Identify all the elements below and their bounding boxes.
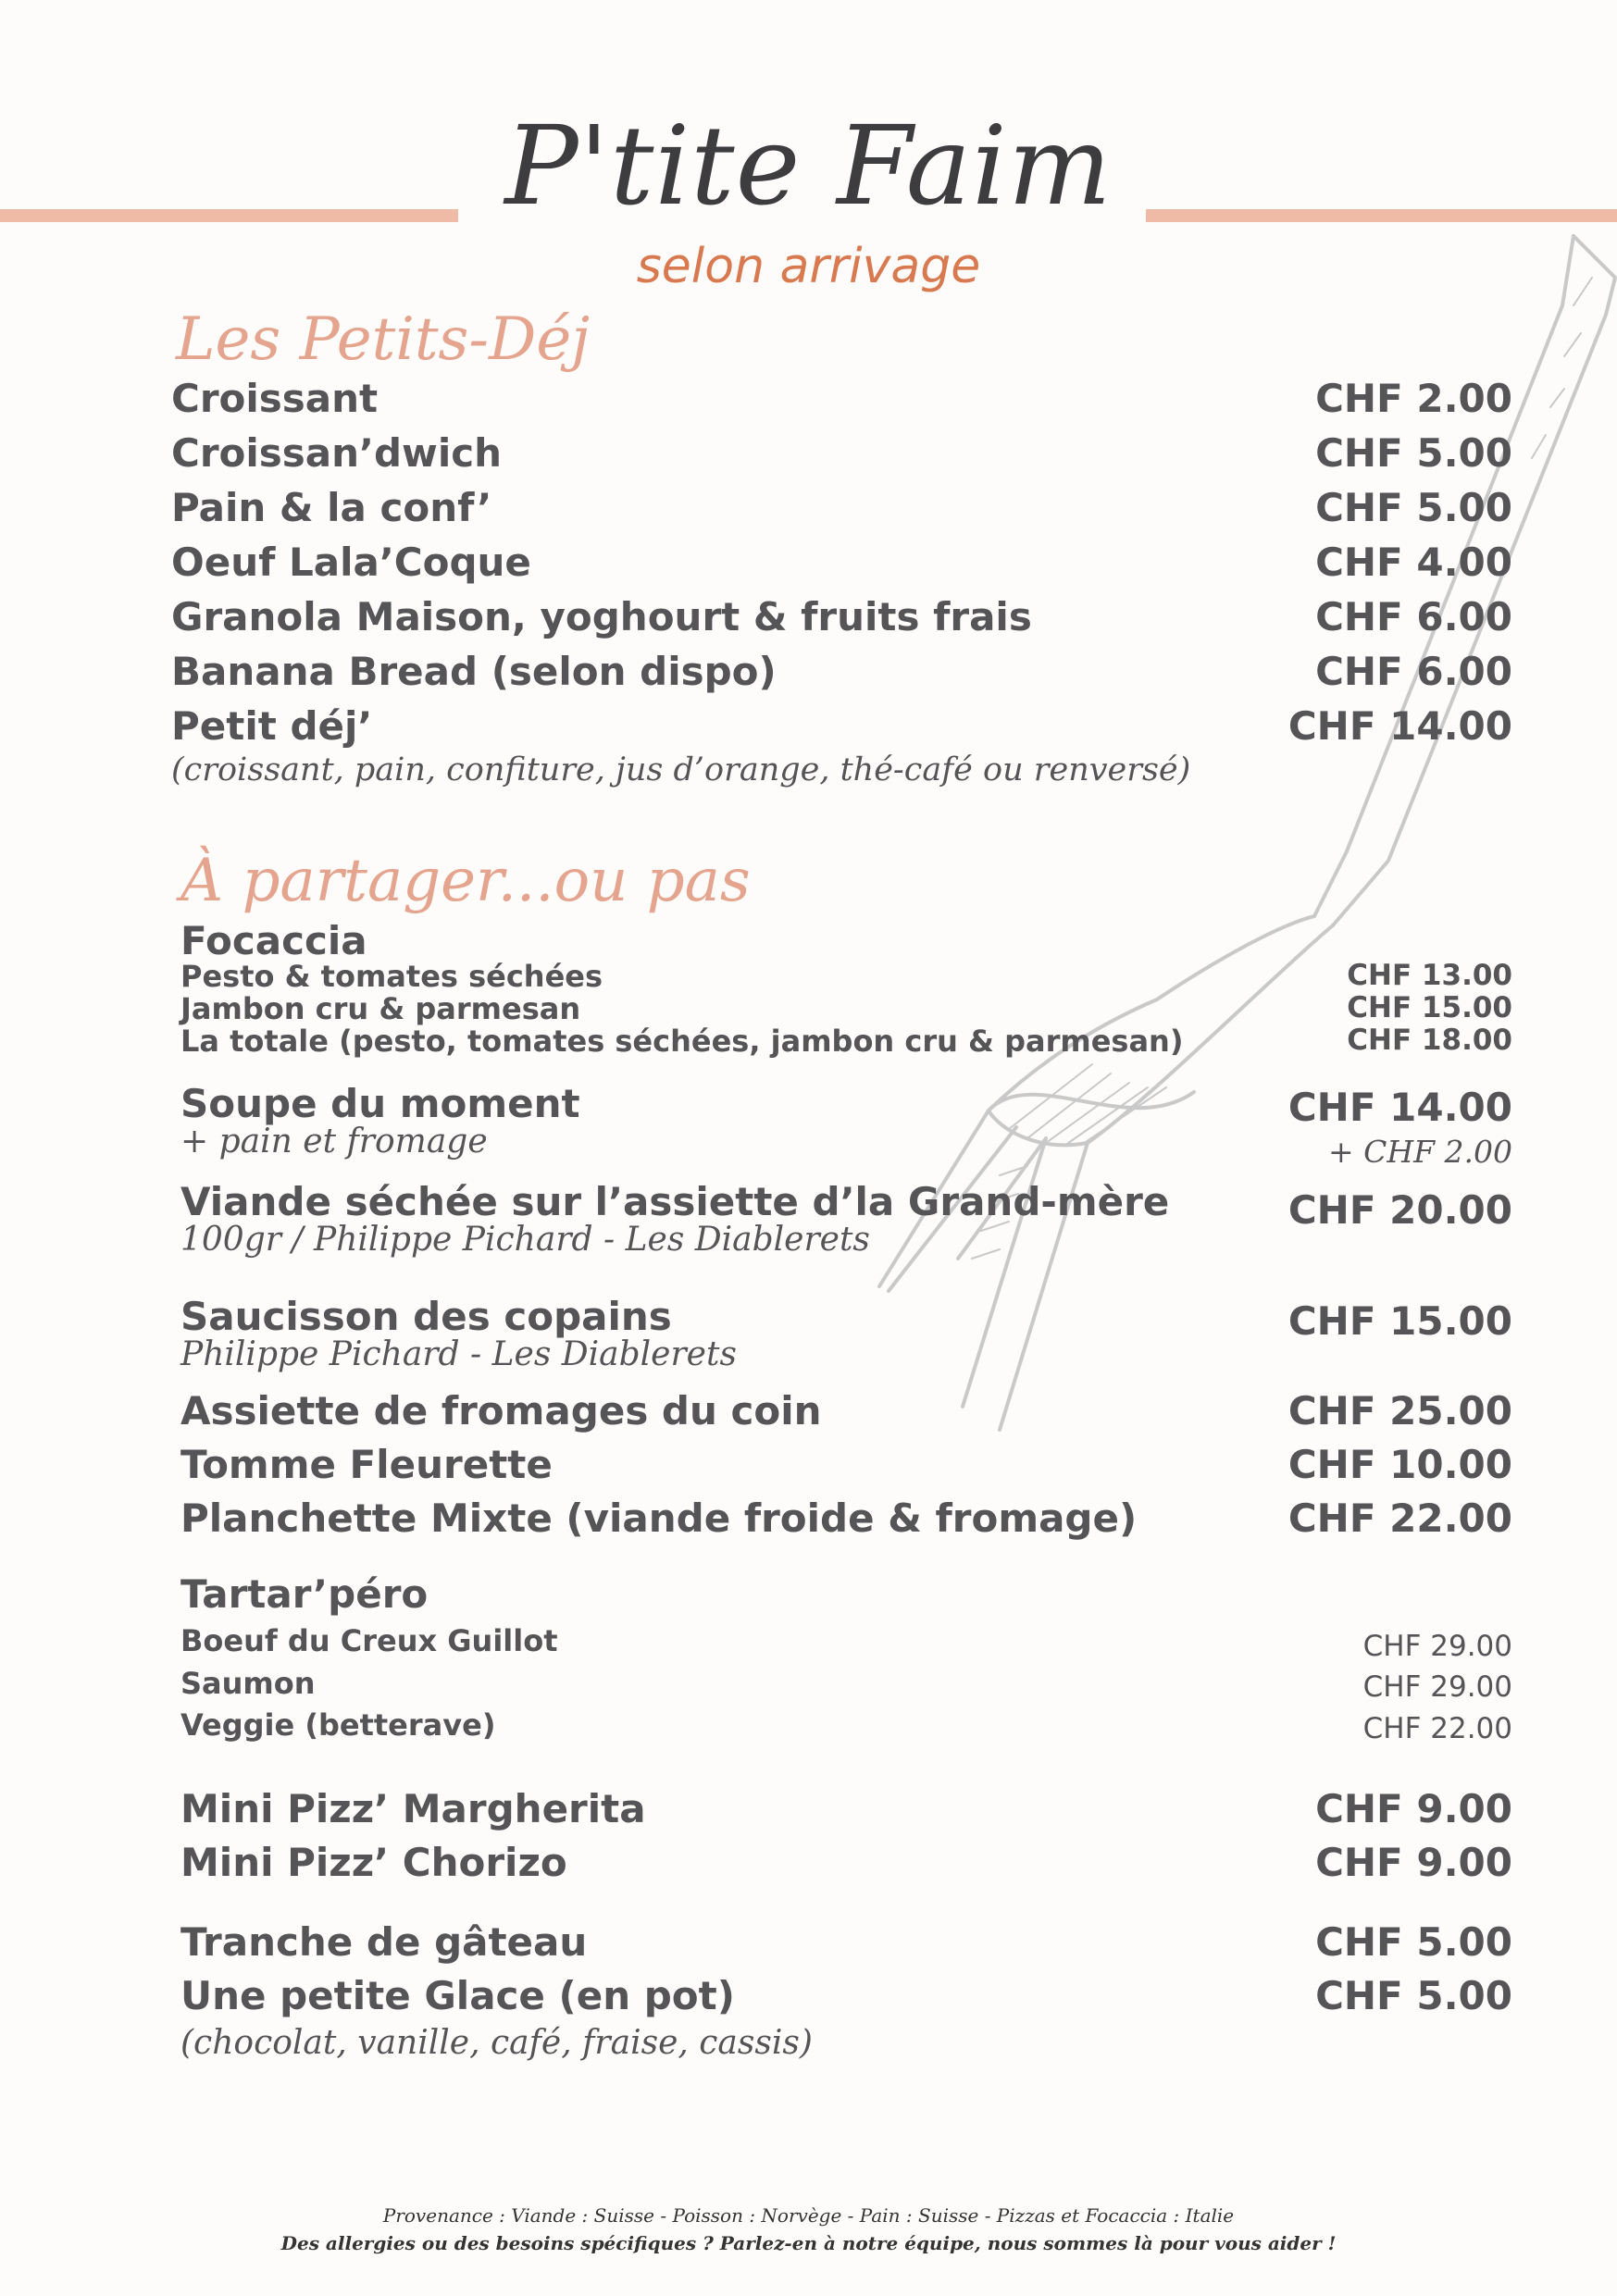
page-subtitle: selon arrivage — [636, 239, 981, 294]
menu-item-price: CHF 5.00 — [1315, 430, 1512, 476]
saucisson-price: CHF 15.00 — [1287, 1298, 1512, 1344]
focaccia-option-price: CHF 15.00 — [1347, 991, 1512, 1024]
tartare-option: Boeuf du Creux Guillot — [180, 1623, 558, 1658]
menu-item-price: CHF 5.00 — [1315, 485, 1512, 530]
soupe-price: CHF 14.00 — [1287, 1085, 1512, 1130]
menu-item-name: Planchette Mixte (viande froide & fromage) — [180, 1496, 1138, 1541]
dessert-name: Tranche de gâteau — [180, 1919, 588, 1965]
focaccia-option: Pesto & tomates séchées — [180, 959, 603, 994]
saucisson-note: Philippe Pichard - Les Diablerets — [180, 1335, 737, 1373]
viande-price: CHF 20.00 — [1287, 1187, 1512, 1233]
menu-item-price: CHF 25.00 — [1287, 1388, 1512, 1433]
soupe-extra: + pain et fromage — [180, 1123, 488, 1160]
tartare-option-price: CHF 29.00 — [1362, 1670, 1512, 1704]
tartare-option: Veggie (betterave) — [180, 1707, 496, 1743]
tartare-name: Tartar’péro — [180, 1571, 429, 1617]
menu-item-name: Granola Maison, yoghourt & fruits frais — [171, 594, 1032, 639]
menu-item-price: CHF 10.00 — [1287, 1442, 1512, 1487]
pizza-name: Mini Pizz’ Margherita — [180, 1786, 646, 1831]
pizza-price: CHF 9.00 — [1315, 1840, 1512, 1885]
viande-name: Viande séchée sur l’assiette d’la Grand-mère — [180, 1179, 1170, 1224]
menu-item-name: Banana Bread (selon dispo) — [171, 649, 777, 694]
tartare-option-price: CHF 29.00 — [1362, 1630, 1512, 1663]
focaccia-name: Focaccia — [180, 918, 367, 963]
focaccia-option: Jambon cru & parmesan — [180, 991, 581, 1026]
menu-item-price: CHF 14.00 — [1287, 703, 1512, 749]
menu-item-name: Croissan’dwich — [171, 430, 503, 476]
menu-item-price: CHF 22.00 — [1287, 1496, 1512, 1541]
menu-item-name: Assiette de fromages du coin — [180, 1388, 822, 1433]
saucisson-name: Saucisson des copains — [180, 1294, 672, 1339]
menu-item-name: Tomme Fleurette — [180, 1442, 553, 1487]
dessert-name: Une petite Glace (en pot) — [180, 1973, 735, 2018]
tartare-option: Saumon — [180, 1666, 316, 1701]
menu-item-name: Petit déj’ — [171, 703, 373, 749]
menu-item-price: CHF 6.00 — [1315, 594, 1512, 639]
pizza-name: Mini Pizz’ Chorizo — [180, 1840, 567, 1885]
viande-note: 100gr / Philippe Pichard - Les Diablerets — [180, 1221, 870, 1259]
dessert-price: CHF 5.00 — [1315, 1973, 1512, 2018]
section-title-petits-dej: Les Petits-Déj — [176, 305, 591, 374]
section-title-partager: À partager...ou pas — [180, 847, 751, 915]
footer-allergies: Des allergies ou des besoins spécifiques ? Parlez-en à notre équipe, nous sommes là pour vous aider ! — [280, 2232, 1337, 2254]
pizza-price: CHF 9.00 — [1315, 1786, 1512, 1831]
dessert-price: CHF 5.00 — [1315, 1919, 1512, 1965]
menu-item-name: Oeuf Lala’Coque — [171, 540, 531, 585]
page-title: P'tite Faim — [504, 102, 1113, 230]
menu-item-name: Pain & la conf’ — [171, 485, 492, 530]
glace-note: (chocolat, vanille, café, fraise, cassis) — [180, 2024, 813, 2062]
menu-item-name: Croissant — [171, 376, 379, 421]
tartare-option-price: CHF 22.00 — [1362, 1712, 1512, 1745]
soupe-name: Soupe du moment — [180, 1081, 580, 1126]
focaccia-option: La totale (pesto, tomates séchées, jambon cru & parmesan) — [180, 1024, 1184, 1059]
focaccia-option-price: CHF 18.00 — [1347, 1024, 1512, 1057]
focaccia-option-price: CHF 13.00 — [1347, 959, 1512, 992]
menu-item-price: CHF 6.00 — [1315, 649, 1512, 694]
menu-item-price: CHF 2.00 — [1315, 376, 1512, 421]
menu-item-price: CHF 4.00 — [1315, 540, 1512, 585]
petit-dej-note: (croissant, pain, confiture, jus d’orange, thé-café ou renversé) — [171, 751, 1191, 788]
footer-provenance: Provenance : Viande : Suisse - Poisson : Norvège - Pain : Suisse - Pizzas et Focaccia : Italie — [382, 2204, 1235, 2227]
soupe-extra-price: + CHF 2.00 — [1327, 1134, 1512, 1170]
